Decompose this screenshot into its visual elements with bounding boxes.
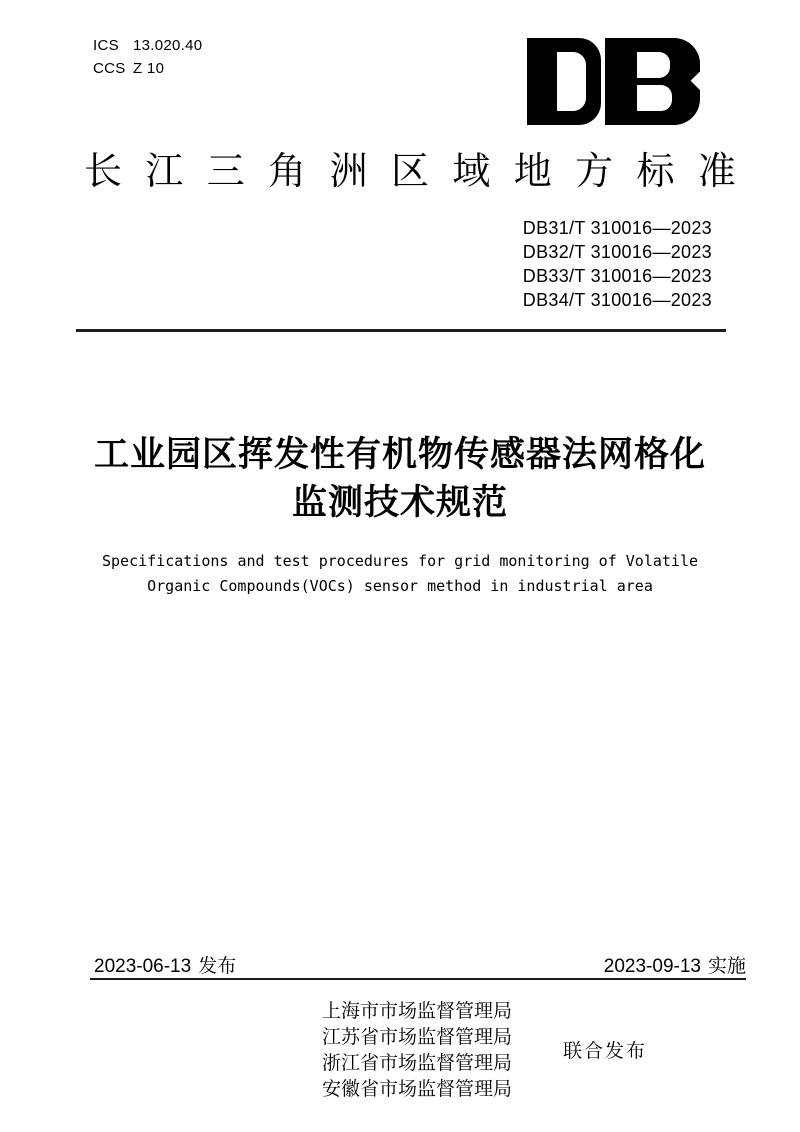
publisher-list [322, 999, 512, 1103]
publisher: 浙江省市场监督管理局 [322, 1053, 513, 1074]
ics-line [93, 34, 202, 57]
document-title [70, 431, 730, 527]
standard-number: DB33/T 310016—2023 [522, 266, 712, 286]
issue-date [94, 951, 236, 978]
classification-codes [93, 34, 202, 80]
implementation-date-value: 2023-09-13 [603, 956, 701, 977]
document-title-line2: 监测技术规范 [291, 483, 508, 522]
issue-date-value: 2023-06-13 [94, 956, 192, 977]
subtitle-line2: Organic Compounds(VOCs) sensor method in industrial area [147, 577, 653, 595]
standard-number: DB32/T 310016—2023 [522, 242, 712, 262]
ccs-value: Z 10 [133, 60, 165, 77]
db-logo-letter-d [527, 38, 601, 125]
ccs-line [93, 57, 202, 80]
standard-number-list [523, 216, 712, 312]
footer-divider-line [90, 978, 746, 980]
joint-release-label: 联合发布 [563, 1041, 648, 1062]
db-logo-letter-b [605, 38, 700, 125]
standard-number: DB31/T 310016—2023 [522, 218, 712, 238]
ics-value: 13.020.40 [133, 37, 203, 54]
issue-date-label: 发布 [198, 956, 237, 977]
document-subtitle-english [40, 549, 760, 599]
implementation-date-label: 实施 [707, 956, 746, 977]
db-standard-logo [527, 38, 700, 125]
implementation-date [604, 951, 746, 978]
ccs-label: CCS [93, 60, 126, 77]
ics-label: ICS [93, 37, 119, 54]
document-title-line1: 工业园区挥发性有机物传感器法网格化 [93, 435, 706, 474]
standard-category-banner: 长 江 三 角 洲 区 域 地 方 标 准 [84, 151, 736, 193]
publisher: 上海市市场监督管理局 [322, 1001, 513, 1022]
subtitle-line1: Specifications and test procedures for grid monitoring of Volatile [101, 552, 699, 570]
header-divider-line [76, 329, 726, 332]
publisher: 江苏省市场监督管理局 [322, 1027, 513, 1048]
standard-number: DB34/T 310016—2023 [522, 290, 712, 310]
publisher: 安徽省市场监督管理局 [322, 1079, 513, 1100]
